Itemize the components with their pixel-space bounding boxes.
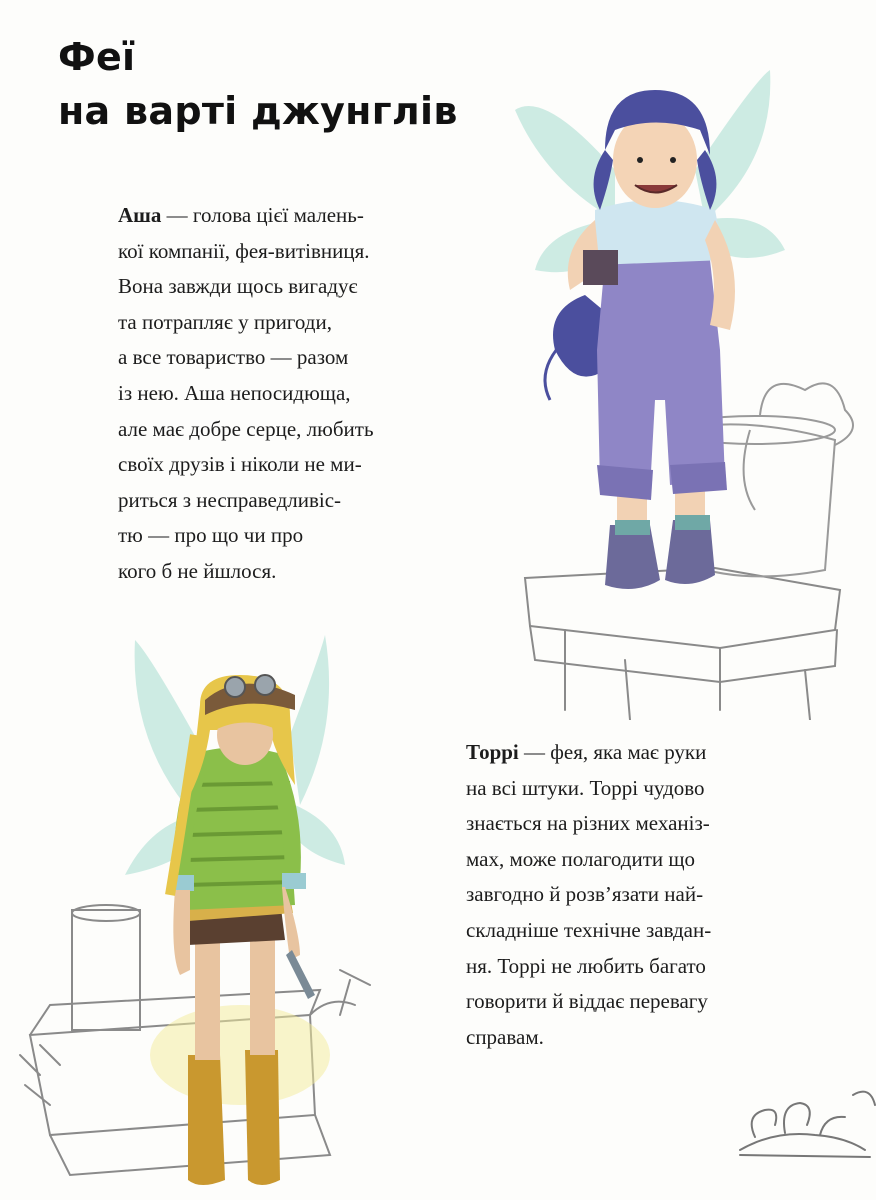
asha-illustration	[505, 70, 876, 720]
page-title	[58, 30, 458, 138]
asha-description	[118, 198, 374, 590]
torri-line-3: знається на різних механіз-	[466, 811, 710, 836]
asha-line-7: але має добре серце, любить	[118, 416, 374, 441]
torri-line-1: Торрі — фея, яка має руки	[466, 740, 707, 764]
asha-line-8: своїх друзів і ніколи не ми-	[118, 452, 362, 477]
torri-line-2: на всі штуки. Торрі чудово	[466, 775, 705, 800]
asha-line-3: Вона завжди щось вигадує	[118, 274, 358, 299]
asha-pedestal-sketch	[525, 568, 840, 720]
asha-line-10: тю — про що чи про	[118, 523, 304, 548]
asha-overalls	[597, 260, 725, 490]
asha-line-11: кого б не йшлося.	[118, 558, 277, 583]
torri-line-5: завгодно й розв’язати най-	[466, 882, 704, 907]
torri-illustration	[10, 635, 450, 1200]
asha-line-2: кої компанії, фея-витівниця.	[118, 238, 370, 263]
torri-line-9: справам.	[466, 1024, 544, 1049]
torri-boot-left	[188, 1055, 225, 1185]
corner-sketch	[735, 1075, 876, 1165]
torri-line-7: ня. Торрі не любить багато	[466, 953, 706, 978]
torri-name: Торрі	[466, 740, 519, 764]
torri-line-4: мах, може полагодити що	[466, 846, 696, 871]
title-line-1: Феї	[58, 35, 136, 79]
asha-line-5: а все товариство — разом	[118, 345, 349, 370]
torri-line-8: говорити й віддає перевагу	[466, 989, 708, 1014]
asha-name: Аша	[118, 203, 162, 227]
asha-line-6: із нею. Аша непосидюща,	[118, 380, 351, 405]
asha-line-1: Аша — голова цієї малень-	[118, 203, 364, 227]
asha-line-4: та потрапляє у пригоди,	[118, 309, 332, 334]
torri-line-6: складніше технічне завдан-	[466, 917, 712, 942]
torri-description	[466, 735, 711, 1055]
goggles	[225, 677, 245, 697]
title-line-2: на варті джунглів	[58, 89, 458, 133]
asha-line-9: риться з несправедливіс-	[118, 487, 342, 512]
torri-boot-right	[245, 1050, 280, 1185]
